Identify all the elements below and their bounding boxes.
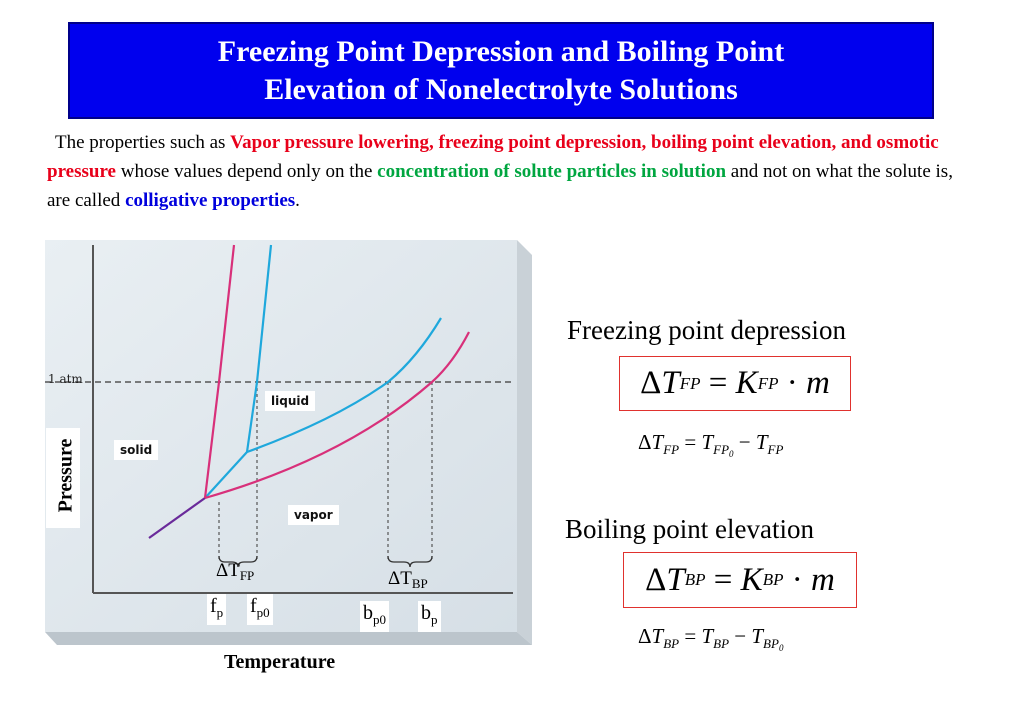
- bp-main: b: [421, 602, 431, 624]
- fp-heading: Freezing point depression: [567, 315, 846, 345]
- bp-eq2-minus: −: [729, 624, 752, 648]
- bp-eq1-dot: ·: [783, 561, 811, 598]
- delta-t-bp-label: [388, 568, 428, 595]
- y-axis-label-box: [46, 428, 80, 528]
- diagram-bevel-bottom: [45, 632, 532, 645]
- fp0-label: [247, 594, 273, 625]
- bp0-main: b: [363, 602, 373, 624]
- bp-eq1-equals: =: [705, 561, 741, 598]
- fp-equation-2: [638, 430, 783, 459]
- bp-heading: Boiling point elevation: [565, 514, 814, 544]
- bp-eq1-t-sub: BP: [684, 570, 706, 589]
- bp-eq2-t1-sub: [763, 636, 783, 651]
- intro-text-2: whose values depend only on the: [115, 161, 378, 182]
- one-atm-label: 1 atm: [48, 372, 83, 386]
- fp0-sub: p0: [256, 605, 270, 620]
- delta-t-fp-sub: FP: [239, 568, 255, 583]
- y-axis-label: Pressure: [54, 438, 77, 513]
- fp-eq1-t: T: [661, 365, 680, 401]
- bp-eq2-t-sub: BP: [663, 636, 680, 651]
- title-banner: [68, 22, 934, 119]
- fp-eq2-delta: Δ: [638, 430, 652, 454]
- fp-eq1-equals: =: [700, 365, 736, 401]
- intro-blue-terms: colligative properties: [125, 190, 296, 211]
- fp-eq2-t0-sub: [713, 442, 733, 457]
- bp0-sub: p0: [373, 612, 386, 627]
- liquid-region-label: liquid: [265, 391, 315, 411]
- vapor-region-label: vapor: [288, 505, 339, 525]
- fp-equation-box: [619, 356, 851, 411]
- diagram-background: [45, 240, 517, 632]
- fp-eq2-t-sub: FP: [663, 442, 680, 457]
- fp-eq1-k: K: [735, 365, 758, 401]
- fp-eq2-t0: T: [701, 430, 714, 454]
- bp-eq1-m: m: [810, 561, 835, 598]
- bp-equation-box: [623, 552, 857, 608]
- title-line-2: Elevation of Nonelectrolyte Solutions: [264, 72, 738, 106]
- fp-sub: p: [216, 605, 224, 620]
- delta-t-bp-main: ΔT: [388, 568, 412, 589]
- bp-eq2-t0-sub: BP: [713, 636, 730, 651]
- bp0-label: [360, 601, 389, 632]
- bp-eq2-t1: T: [751, 624, 764, 648]
- delta-t-fp-main: ΔT: [216, 560, 240, 581]
- fp-eq1-t-sub: FP: [679, 373, 701, 393]
- delta-t-bp-sub: BP: [411, 576, 428, 591]
- fp-eq2-minus: −: [733, 430, 756, 454]
- bp-eq2-t1-sub-text: BP: [763, 636, 779, 651]
- fp0-main: f: [250, 595, 257, 617]
- bp-sub: p: [431, 612, 438, 627]
- bp-eq2-delta: Δ: [638, 624, 652, 648]
- bp-eq2-t: T: [651, 624, 664, 648]
- fp-eq1-k-sub: FP: [757, 373, 779, 393]
- fp-eq2-t0-sub-text: FP: [713, 442, 730, 457]
- bp-eq1-k-sub: BP: [762, 570, 784, 589]
- fp-eq2-t: T: [651, 430, 664, 454]
- intro-text-1: The properties such as: [55, 132, 231, 153]
- bp-eq2-equals: =: [679, 624, 702, 648]
- bp-eq2-t0: T: [701, 624, 714, 648]
- fp-eq2-t1-sub: FP: [767, 442, 784, 457]
- fp-eq1-delta: Δ: [640, 365, 662, 401]
- bp-eq1-k: K: [740, 561, 763, 598]
- fp-eq1-dot: ·: [778, 365, 806, 401]
- fp-eq2-t1: T: [755, 430, 768, 454]
- fp-main: f: [210, 595, 217, 617]
- intro-red-terms: Vapor pressure lowering, freezing point depression, boiling point elevation, and osmotic pressure: [47, 132, 939, 182]
- fp-eq2-equals: =: [679, 430, 702, 454]
- title-line-1: Freezing Point Depression and Boiling Point: [217, 34, 785, 68]
- bp-eq2-t1-subsub: 0: [778, 643, 784, 653]
- phase-diagram: [45, 240, 532, 645]
- intro-green-terms: concentration of solute particles in solution: [377, 161, 727, 182]
- intro-text-4: .: [295, 190, 300, 211]
- fp-label: [207, 594, 226, 625]
- x-axis-label: Temperature: [224, 651, 336, 673]
- bp-eq1-delta: Δ: [645, 561, 667, 598]
- intro-paragraph: [47, 128, 977, 215]
- fp-eq1-m: m: [805, 365, 830, 401]
- bp-eq1-t: T: [666, 561, 685, 598]
- solid-region-label: solid: [114, 440, 158, 460]
- fp-eq2-t0-subsub: 0: [729, 449, 734, 459]
- bp-equation-2: [638, 624, 783, 653]
- intro-text-3: and not on what the solute is, are called: [47, 161, 953, 211]
- delta-t-fp-label: [216, 560, 254, 587]
- bp-label: [418, 601, 441, 632]
- diagram-bevel-right: [517, 240, 532, 645]
